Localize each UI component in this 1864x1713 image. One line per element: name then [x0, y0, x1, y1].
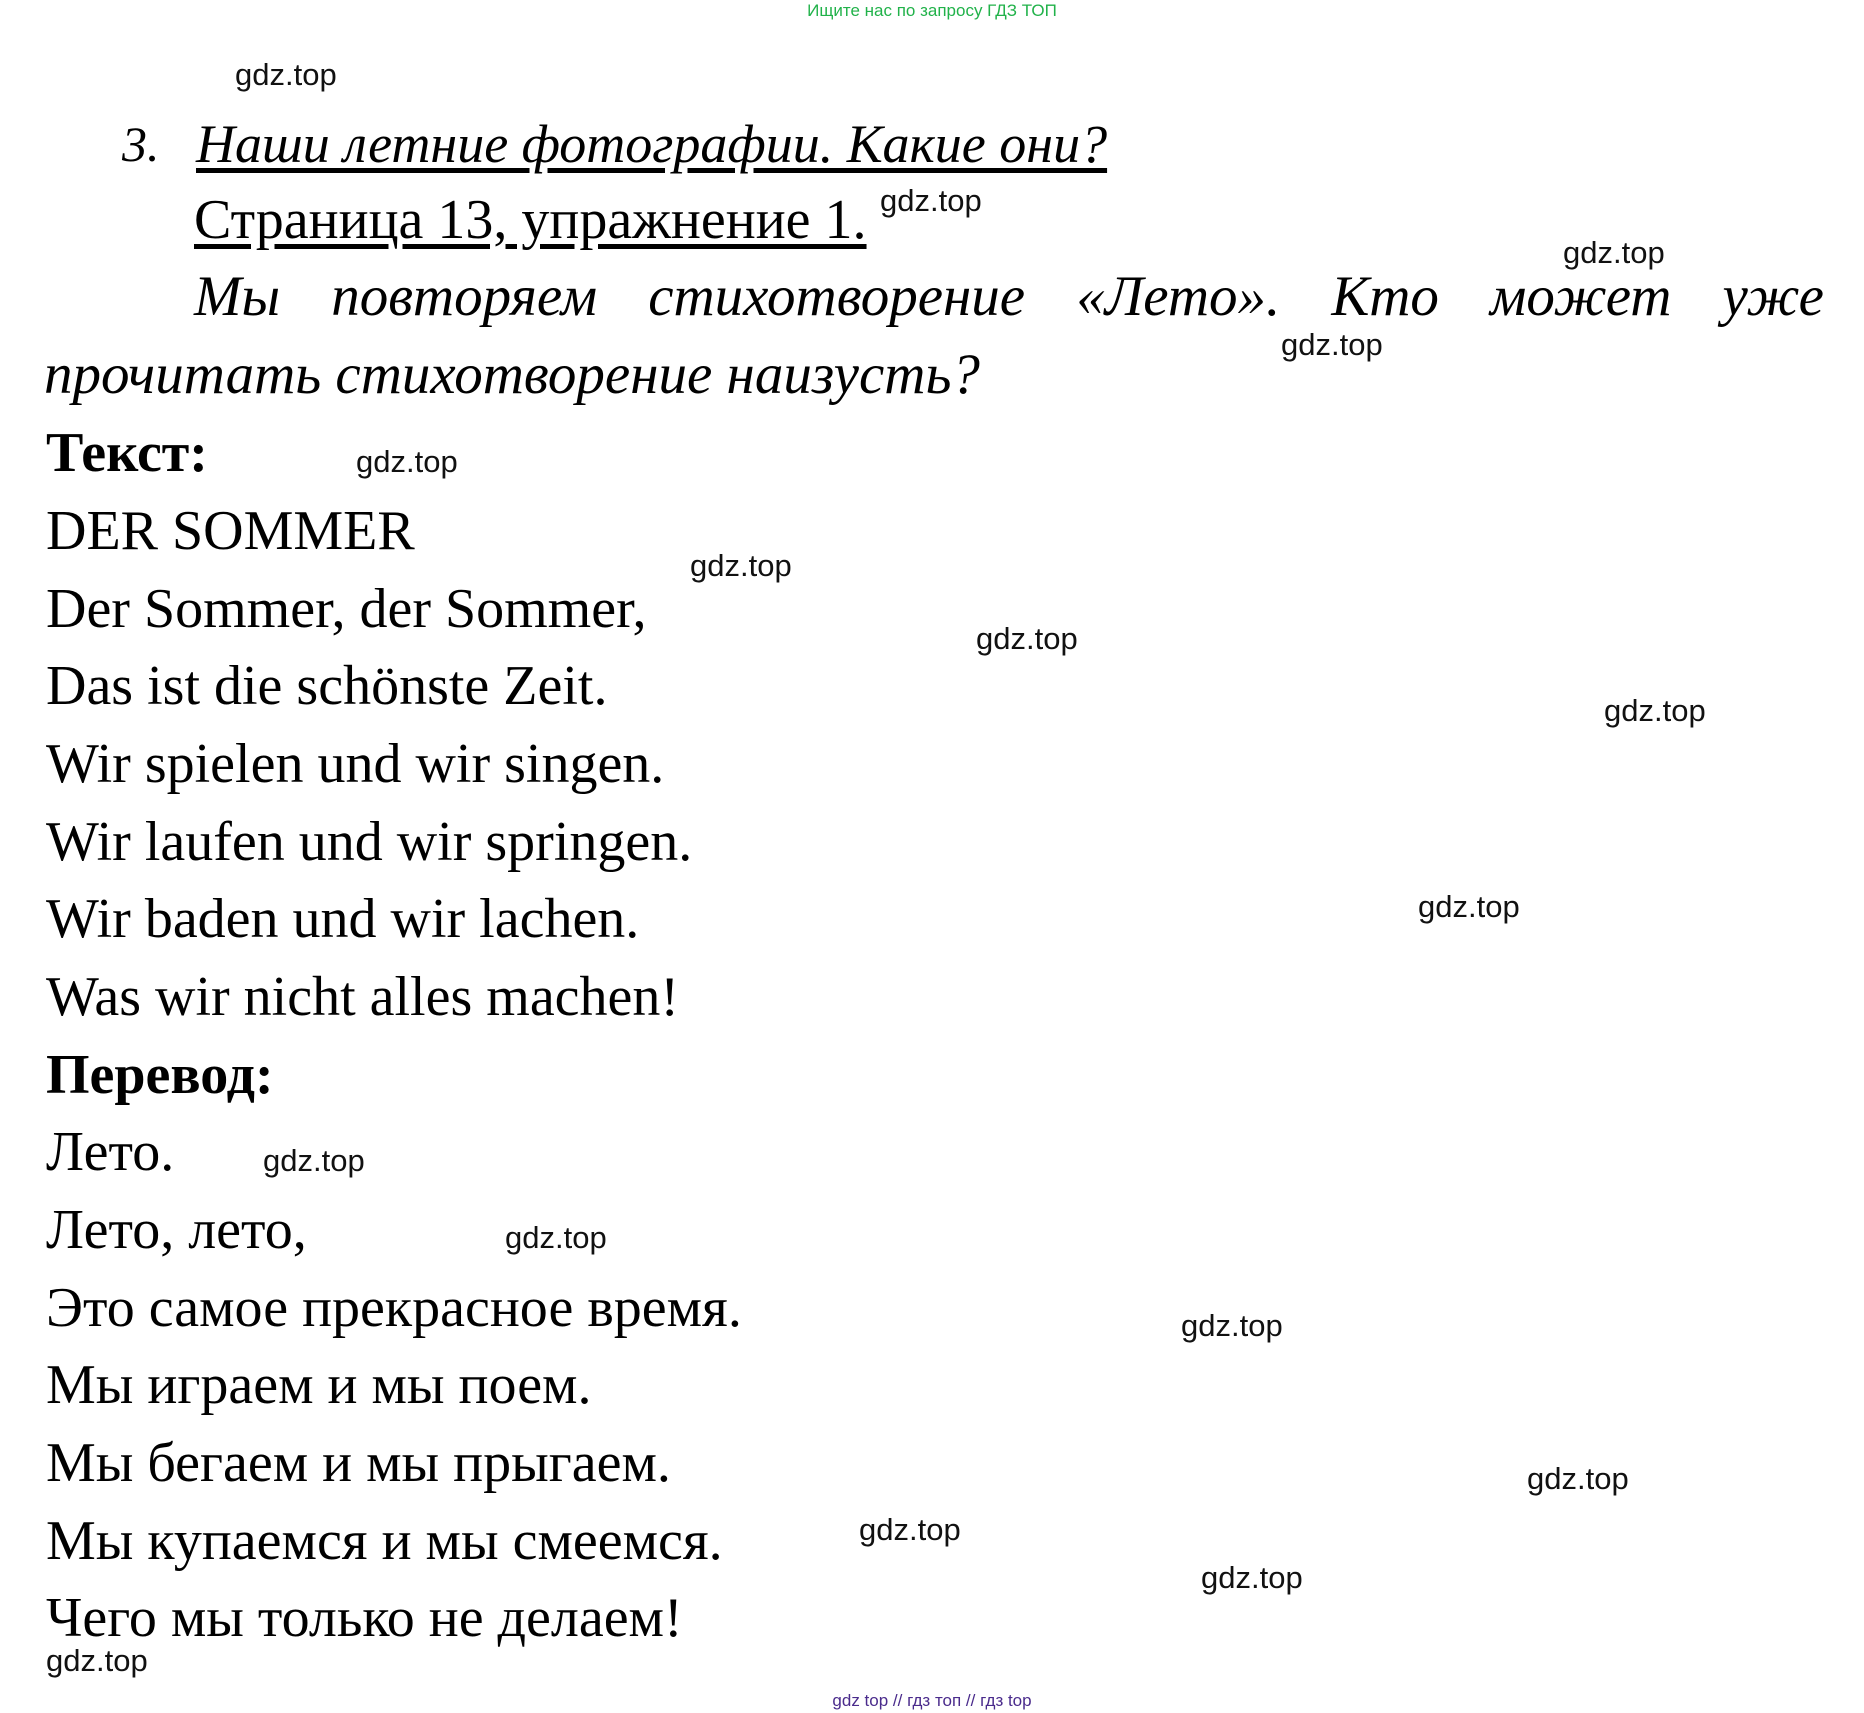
- translation-line: Мы играем и мы поем.: [46, 1354, 592, 1416]
- task-text-line-2: прочитать стихотворение наизусть?: [44, 343, 980, 406]
- watermark: gdz.top: [1281, 327, 1383, 362]
- watermark: gdz.top: [859, 1512, 961, 1547]
- translation-line: Это самое прекрасное время.: [46, 1277, 742, 1339]
- watermark: gdz.top: [1527, 1461, 1629, 1496]
- watermark: gdz.top: [880, 183, 982, 218]
- poem-line: Wir spielen und wir singen.: [46, 733, 665, 795]
- watermark: gdz.top: [263, 1143, 365, 1178]
- top-search-note: Ищите нас по запросу ГДЗ ТОП: [807, 1, 1057, 20]
- watermark: gdz.top: [1563, 235, 1665, 270]
- poem-line: Wir baden und wir lachen.: [46, 888, 640, 950]
- watermark: gdz.top: [1418, 889, 1520, 924]
- section-title: Наши летние фотографии. Какие они?: [196, 114, 1108, 174]
- watermark: gdz.top: [46, 1643, 148, 1678]
- watermark: gdz.top: [235, 57, 337, 92]
- watermark: gdz.top: [1181, 1308, 1283, 1343]
- translation-line: Лето.: [46, 1121, 175, 1183]
- poem-line: Wir laufen und wir springen.: [46, 811, 693, 873]
- footer-note: gdz top // гдз топ // гдз top: [832, 1691, 1032, 1710]
- translation-line: Мы бегаем и мы прыгаем.: [46, 1432, 671, 1494]
- translation-line: Чего мы только не делаем!: [46, 1587, 683, 1649]
- task-text-line-1: Мы повторяем стихотворение «Лето». Кто может уже: [194, 265, 1824, 328]
- section-number: 3.: [122, 116, 160, 172]
- translation-line: Лето, лето,: [46, 1199, 307, 1261]
- watermark: gdz.top: [505, 1220, 607, 1255]
- translation-label: Перевод:: [46, 1044, 274, 1106]
- watermark: gdz.top: [1604, 693, 1706, 728]
- poem-line: DER SOMMER: [46, 500, 415, 562]
- text-label: Текст:: [46, 422, 208, 484]
- translation-line: Мы купаемся и мы смеемся.: [46, 1510, 723, 1572]
- poem-line: Das ist die schönste Zeit.: [46, 655, 608, 717]
- poem-line: Der Sommer, der Sommer,: [46, 578, 647, 640]
- watermark: gdz.top: [690, 548, 792, 583]
- page-exercise-heading: Страница 13, упражнение 1.: [194, 189, 867, 251]
- watermark: gdz.top: [356, 444, 458, 479]
- watermark: gdz.top: [1201, 1560, 1303, 1595]
- poem-line: Was wir nicht alles machen!: [46, 966, 680, 1028]
- watermark: gdz.top: [976, 621, 1078, 656]
